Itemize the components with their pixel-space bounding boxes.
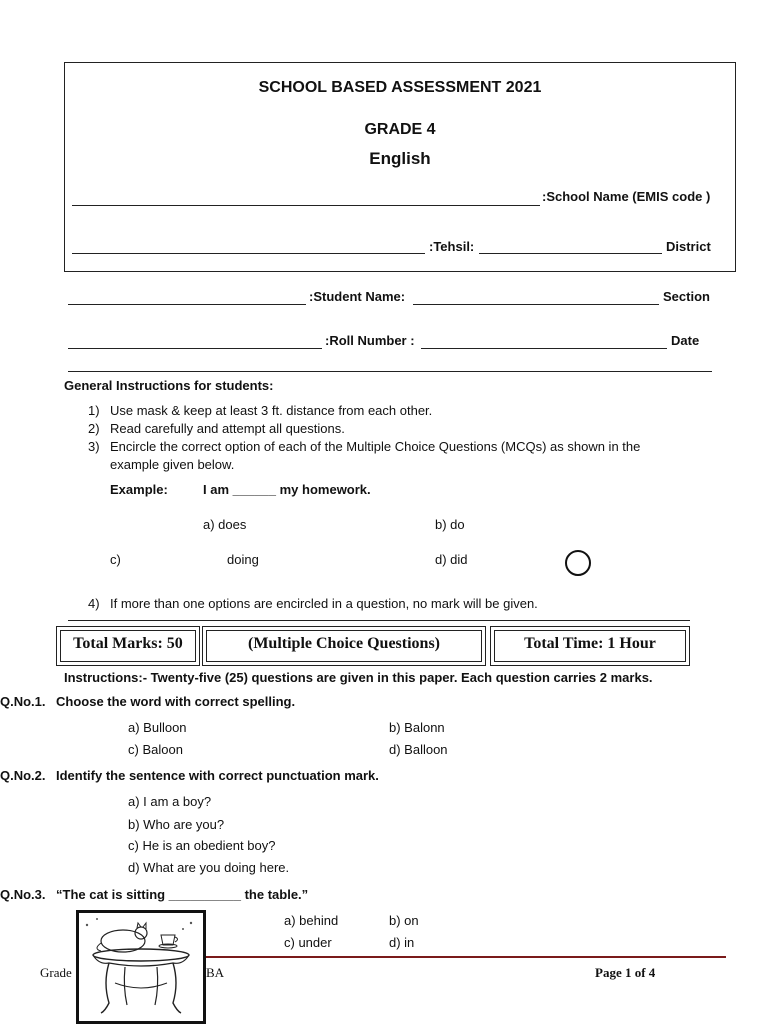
instruction-number: 1) (88, 403, 100, 418)
answer-option[interactable]: b) on (389, 913, 419, 928)
instruction-number: 2) (88, 421, 100, 436)
school-name-label: :School Name (EMIS code ) (542, 189, 711, 204)
example-option-c-text: doing (227, 552, 259, 567)
footer-left-start: Grade (40, 965, 72, 980)
roll-number-line[interactable] (68, 348, 322, 349)
total-marks-box (56, 626, 200, 666)
student-name-line[interactable] (68, 304, 306, 305)
question-text: Choose the word with correct spelling. (56, 694, 296, 709)
page-number: Page 1 of 4 (595, 965, 656, 980)
subject-label: English (369, 149, 431, 168)
example-label: Example: (110, 482, 168, 497)
example-option-d: d) did (435, 552, 468, 567)
total-time-text: Total Time: 1 Hour (494, 630, 686, 662)
total-marks-text: Total Marks: 50 (60, 630, 196, 662)
district-line[interactable] (479, 253, 662, 254)
school-name-line[interactable] (72, 205, 540, 206)
tehsil-label: :Tehsil: (429, 239, 475, 254)
instructions-divider (68, 620, 690, 621)
date-line[interactable] (421, 348, 667, 349)
question-label: Q.No.2. (0, 768, 46, 783)
section-line[interactable] (413, 304, 659, 305)
question-label: Q.No.1. (0, 694, 46, 709)
answer-option[interactable]: a) I am a boy? (128, 794, 212, 809)
answer-option[interactable]: d) Balloon (389, 742, 448, 757)
instruction-text: Use mask & keep at least 3 ft. distance from each other. (110, 403, 433, 418)
instruction-number: 4) (88, 596, 100, 611)
answer-option[interactable]: a) Bulloon (128, 720, 187, 735)
header-box (64, 62, 736, 272)
answer-option[interactable]: c) Baloon (128, 742, 183, 757)
question-label: Q.No.3. (0, 887, 46, 902)
example-option-b: b) do (435, 517, 465, 532)
question-text: “The cat is sitting __________ the table.” (56, 887, 309, 902)
answer-option[interactable]: b) Balonn (389, 720, 445, 735)
date-label: Date (671, 333, 700, 348)
roll-number-label: :Roll Number : (325, 333, 415, 348)
section-type-text: (Multiple Choice Questions) (206, 630, 482, 662)
example-option-a: a) does (203, 517, 247, 532)
section-type-box (202, 626, 486, 666)
instruction-text-continued: example given below. (110, 457, 235, 472)
section-divider (68, 371, 712, 372)
student-name-label: :Student Name: (309, 289, 406, 304)
instructions-heading: General Instructions for students: (64, 378, 274, 393)
encircle-example-icon (563, 548, 593, 578)
total-time-box (490, 626, 690, 666)
answer-option[interactable]: d) in (389, 935, 415, 950)
paper-instructions: Instructions:- Twenty-five (25) questions are given in this paper. Each question carries 2 marks. (64, 670, 653, 685)
instruction-text: If more than one options are encircled in a question, no mark will be given. (110, 596, 538, 611)
instruction-text: Encircle the correct option of each of the Multiple Choice Questions (MCQs) as shown in the (110, 439, 641, 454)
answer-option[interactable]: a) behind (284, 913, 339, 928)
answer-option[interactable]: c) He is an obedient boy? (128, 838, 276, 853)
cat-on-table-icon (79, 913, 203, 1021)
cat-illustration-frame (76, 910, 206, 1024)
section-label: Section (663, 289, 710, 304)
tehsil-line[interactable] (72, 253, 425, 254)
example-sentence: I am ______ my homework. (203, 482, 371, 497)
answer-option[interactable]: d) What are you doing here. (128, 860, 290, 875)
assessment-title: SCHOOL BASED ASSESSMENT 2021 (258, 79, 542, 96)
district-label: District (666, 239, 711, 254)
answer-option[interactable]: c) under (284, 935, 332, 950)
footer-left-end: BA (206, 965, 225, 980)
example-option-c: c) (110, 552, 121, 567)
grade-label: GRADE 4 (364, 121, 436, 138)
instruction-text: Read carefully and attempt all questions. (110, 421, 345, 436)
instruction-number: 3) (88, 439, 100, 454)
question-text: Identify the sentence with correct punctuation mark. (56, 768, 379, 783)
answer-option[interactable]: b) Who are you? (128, 817, 225, 832)
